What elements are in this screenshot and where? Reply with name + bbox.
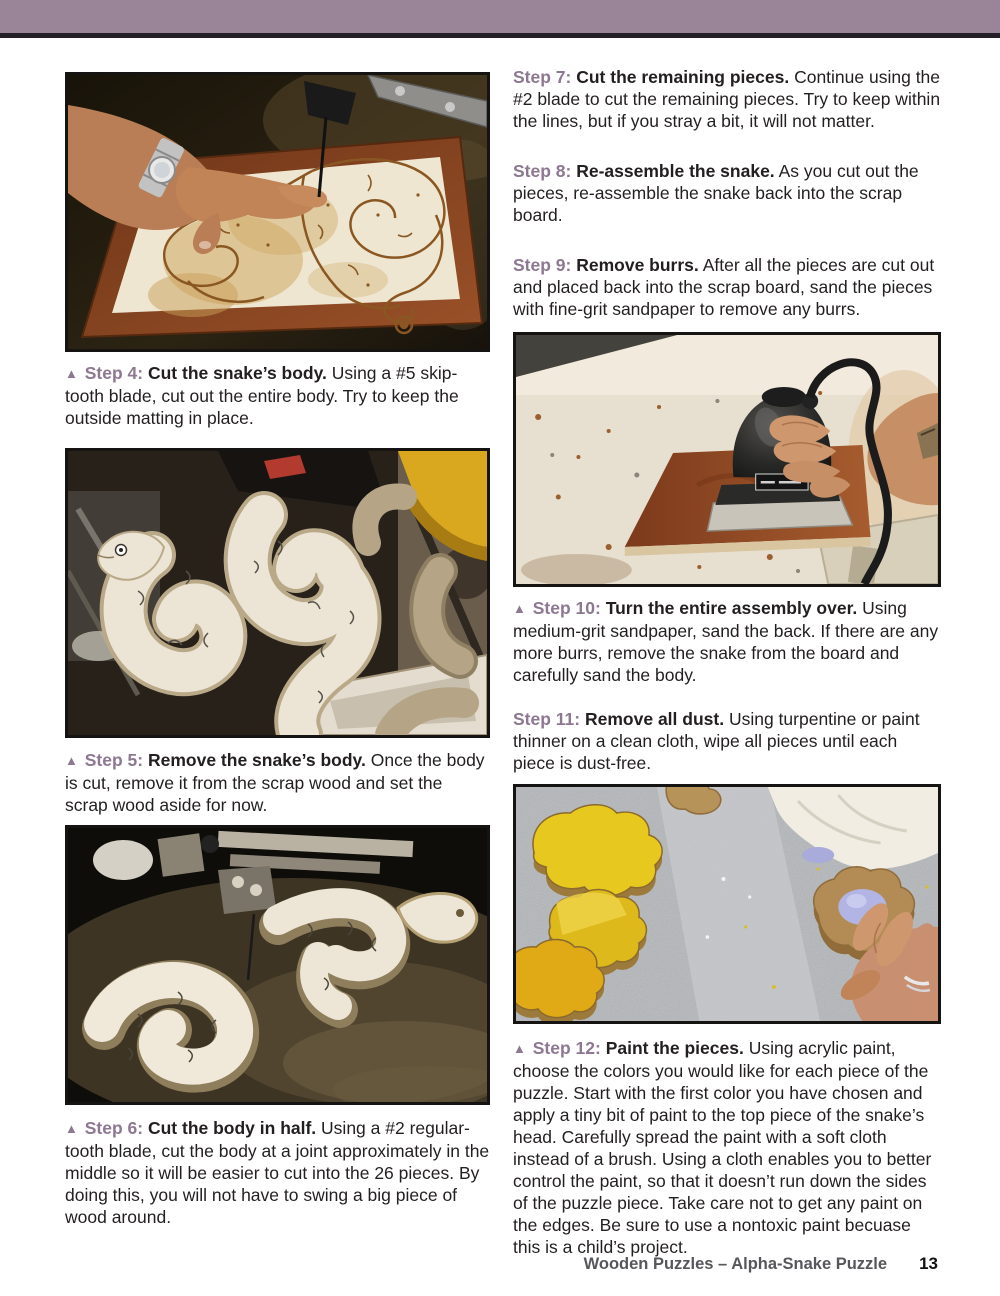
step4-title: Cut the snake’s body. <box>147 363 327 383</box>
triangle-marker: ▲ <box>513 1041 528 1056</box>
step12-label: Step 12: <box>532 1038 601 1058</box>
footer-running-title: Wooden Puzzles – Alpha-Snake Puzzle <box>583 1255 888 1273</box>
step10-label: Step 10: <box>532 598 601 618</box>
triangle-marker: ▲ <box>65 1121 80 1136</box>
step6-title: Cut the body in half. <box>147 1118 317 1138</box>
page-number: 13 <box>919 1254 938 1273</box>
step4-body: Using a #5 skip-tooth blade, cut out the entire body. Try to keep the outside matting in place. <box>65 363 459 428</box>
step7-body: Continue using the #2 blade to cut the remaining pieces. Try to keep within the lines, but if you stray a bit, it will not matter. <box>513 67 941 131</box>
page-footer <box>584 1254 938 1274</box>
photo-step10-illustration <box>516 335 938 584</box>
right-column <box>513 66 941 1258</box>
step5-label: Step 5: <box>84 750 144 770</box>
step5-body: Once the body is cut, remove it from the scrap wood and set the scrap wood aside for now. <box>65 750 485 815</box>
caption-step4 <box>65 362 490 429</box>
left-column <box>65 72 490 1228</box>
step7-paragraph <box>513 66 941 132</box>
caption-step5 <box>65 749 490 816</box>
caption-step10 <box>513 597 941 686</box>
photo-step5-snake-body <box>65 448 490 738</box>
triangle-marker: ▲ <box>65 366 80 381</box>
step7-label: Step 7: <box>513 67 572 87</box>
top-band <box>0 0 1000 38</box>
step9-label: Step 9: <box>513 255 572 275</box>
photo-step12-illustration <box>516 787 938 1021</box>
step10-body: Using medium-grit sandpaper, sand the back. If there are any more burrs, remove the snake from the board and carefully sand the body. <box>513 598 939 685</box>
step11-label: Step 11: <box>513 709 581 729</box>
step8-title: Re-assemble the snake. <box>576 161 775 181</box>
step10-title: Turn the entire assembly over. <box>605 598 858 618</box>
step12-title: Paint the pieces. <box>605 1038 744 1058</box>
photo-step6-body-halves <box>65 825 490 1105</box>
step9-body: After all the pieces are cut out and placed back into the scrap board, sand the pieces with fine-grit sandpaper to remove any burrs. <box>513 255 935 319</box>
step9-paragraph <box>513 254 941 320</box>
step11-body: Using turpentine or paint thinner on a clean cloth, wipe all pieces until each piece is dust-free. <box>513 709 920 773</box>
caption-step6 <box>65 1117 490 1228</box>
step5-title: Remove the snake’s body. <box>147 750 366 770</box>
step6-label: Step 6: <box>84 1118 144 1138</box>
step7-title: Cut the remaining pieces. <box>576 67 790 87</box>
triangle-marker: ▲ <box>65 753 80 768</box>
photo-step4-illustration <box>68 75 487 349</box>
step6-body: Using a #2 regular-tooth blade, cut the body at a joint approximately in the middle so it will be easier to cut into the 26 pieces. By doing this, you will not have to swing a big piece of wood around. <box>65 1118 490 1227</box>
step9-title: Remove burrs. <box>576 255 699 275</box>
photo-step5-illustration <box>68 451 487 735</box>
step8-paragraph <box>513 160 941 226</box>
paint-on-cloth <box>802 847 834 863</box>
triangle-marker: ▲ <box>513 601 528 616</box>
step8-body: As you cut out the pieces, re-assemble the snake back into the scrap board. <box>513 161 919 225</box>
photo-step12-painting <box>513 784 941 1024</box>
photo-step4-cutting-pattern <box>65 72 490 352</box>
photo-step10-sander <box>513 332 941 587</box>
step4-label: Step 4: <box>84 363 144 383</box>
step12-body: Using acrylic paint, choose the colors you would like for each piece of the puzzle. Start with the first color you have chosen and apply a tiny bit of paint to the top piece of the snake’s head. Carefully spread the paint with a soft cloth instead of a brush. Using a cloth enables you to better control the paint, so that it doesn’t run down the sides of the puzzle piece. Take care not to get any paint on the edges. Be sure to use a nontoxic paint becuase this is a child’s project. <box>513 1038 932 1257</box>
caption-step12 <box>513 1037 941 1258</box>
step8-label: Step 8: <box>513 161 572 181</box>
step11-paragraph <box>513 708 941 774</box>
photo-step6-illustration <box>68 828 487 1102</box>
step11-title: Remove all dust. <box>585 709 725 729</box>
